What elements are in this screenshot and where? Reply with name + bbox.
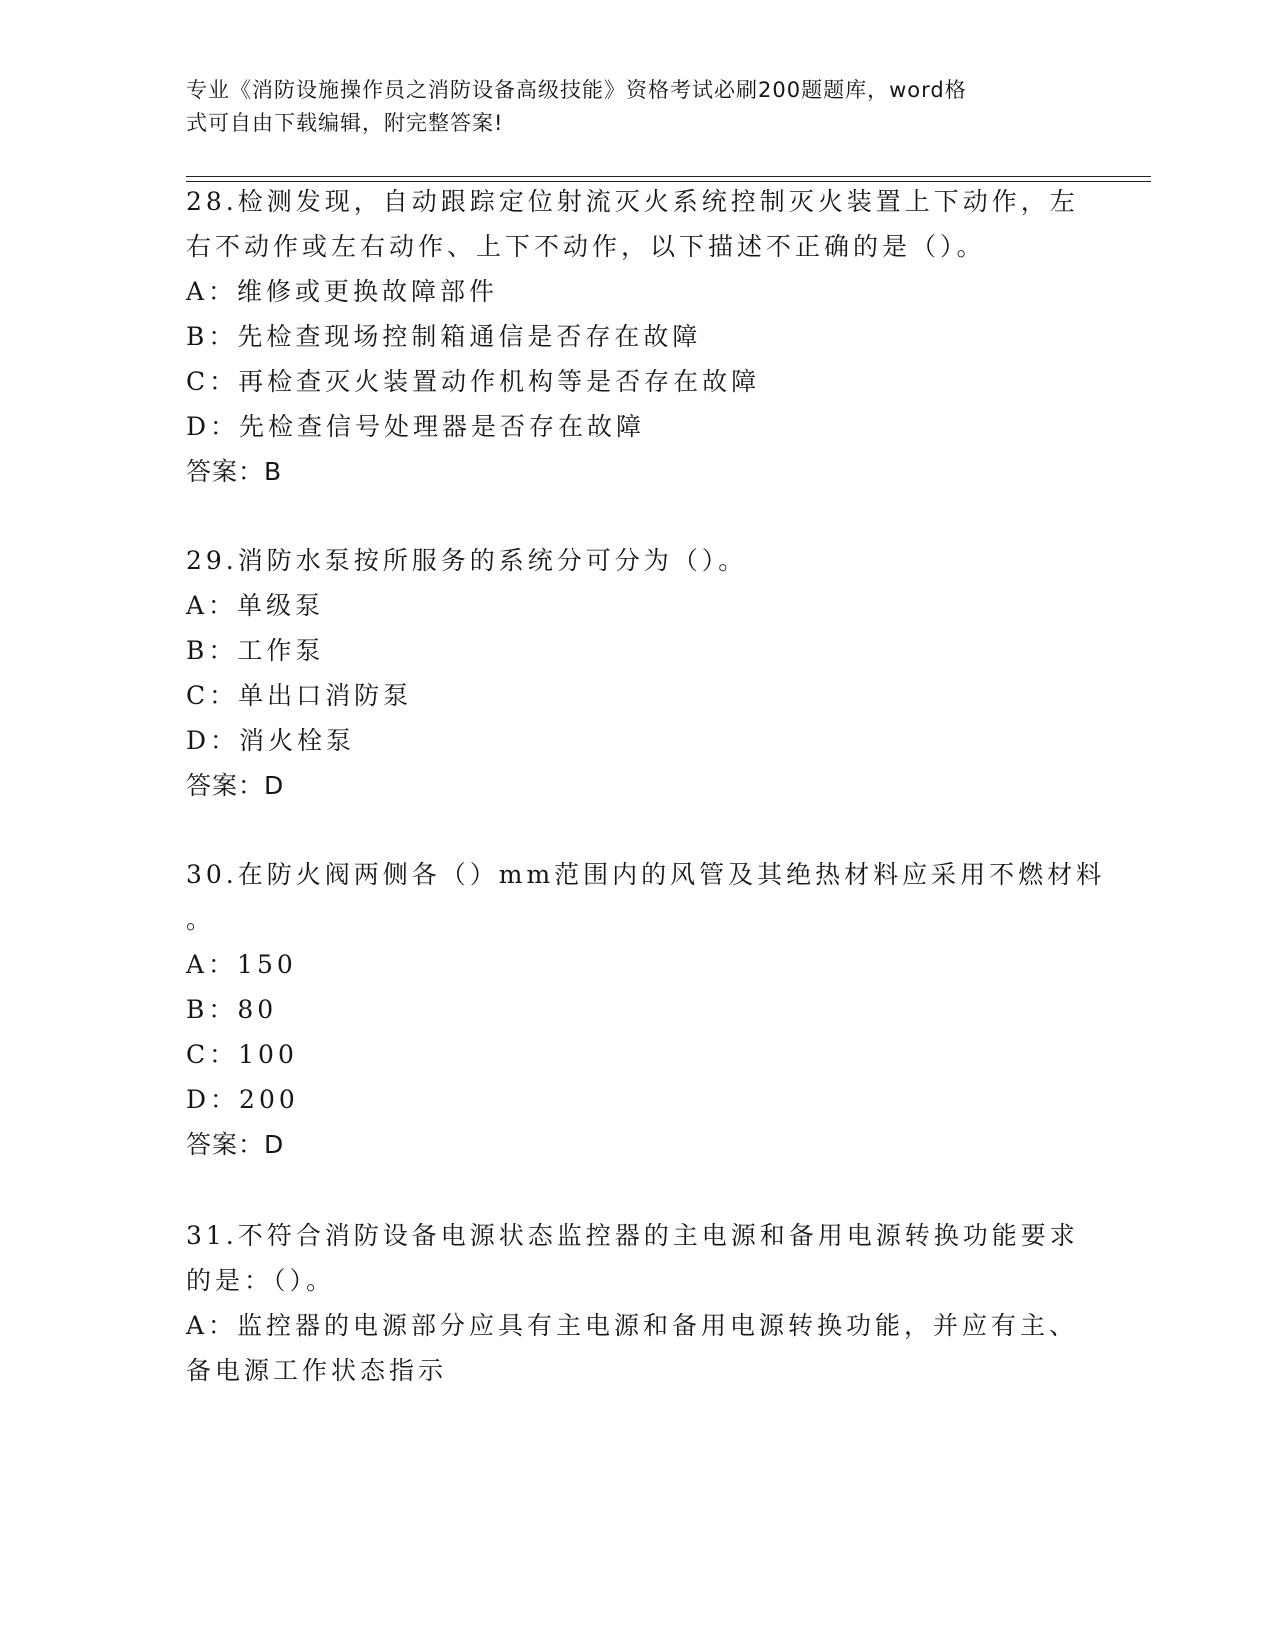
option-c: C：再检查灭火装置动作机构等是否存在故障 — [186, 367, 761, 396]
option-a: A：150 — [186, 950, 297, 979]
header-line-2: 式可自由下载编辑，附完整答案! — [186, 111, 504, 135]
question-stem: 29.消防水泵按所服务的系统分可分为（）。 — [186, 546, 748, 575]
header-line-1: 专业《消防设施操作员之消防设备高级技能》资格考试必刷200题题库，word格 — [186, 78, 967, 102]
option-b: B：80 — [186, 995, 278, 1024]
document-header — [186, 74, 1066, 140]
question-stem: 28.检测发现，自动跟踪定位射流灭火系统控制灭火装置上下动作，左 — [186, 187, 1079, 216]
option-d: D：先检查信号处理器是否存在故障 — [186, 412, 646, 441]
question-stem: 右不动作或左右动作、上下不动作，以下描述不正确的是（）。 — [186, 232, 986, 261]
answer-line: 答案：B — [186, 457, 283, 486]
option-a: A：监控器的电源部分应具有主电源和备用电源转换功能，并应有主、 — [186, 1311, 1079, 1340]
question-stem: 的是：（）。 — [186, 1266, 336, 1295]
answer-line: 答案：D — [186, 771, 285, 800]
option-d: D：200 — [186, 1085, 299, 1114]
option-c: C：单出口消防泵 — [186, 681, 413, 710]
option-a: A：维修或更换故障部件 — [186, 277, 499, 306]
header-divider-top — [186, 176, 1151, 177]
option-a: A：单级泵 — [186, 591, 325, 620]
option-b: B：先检查现场控制箱通信是否存在故障 — [186, 322, 702, 351]
answer-line: 答案：D — [186, 1130, 285, 1159]
question-30 — [186, 852, 1106, 1167]
question-stem: 。 — [186, 905, 216, 934]
question-28 — [186, 179, 1086, 494]
option-c: C：100 — [186, 1040, 298, 1069]
option-b: B：工作泵 — [186, 636, 325, 665]
option-a-continued: 备电源工作状态指示 — [186, 1356, 448, 1385]
question-stem: 31.不符合消防设备电源状态监控器的主电源和备用电源转换功能要求 — [186, 1221, 1079, 1250]
question-stem: 30.在防火阀两侧各（）mm范围内的风管及其绝热材料应采用不燃材料 — [186, 860, 1106, 889]
option-d: D：消火栓泵 — [186, 726, 356, 755]
question-31 — [186, 1213, 1086, 1393]
question-29 — [186, 538, 1086, 808]
